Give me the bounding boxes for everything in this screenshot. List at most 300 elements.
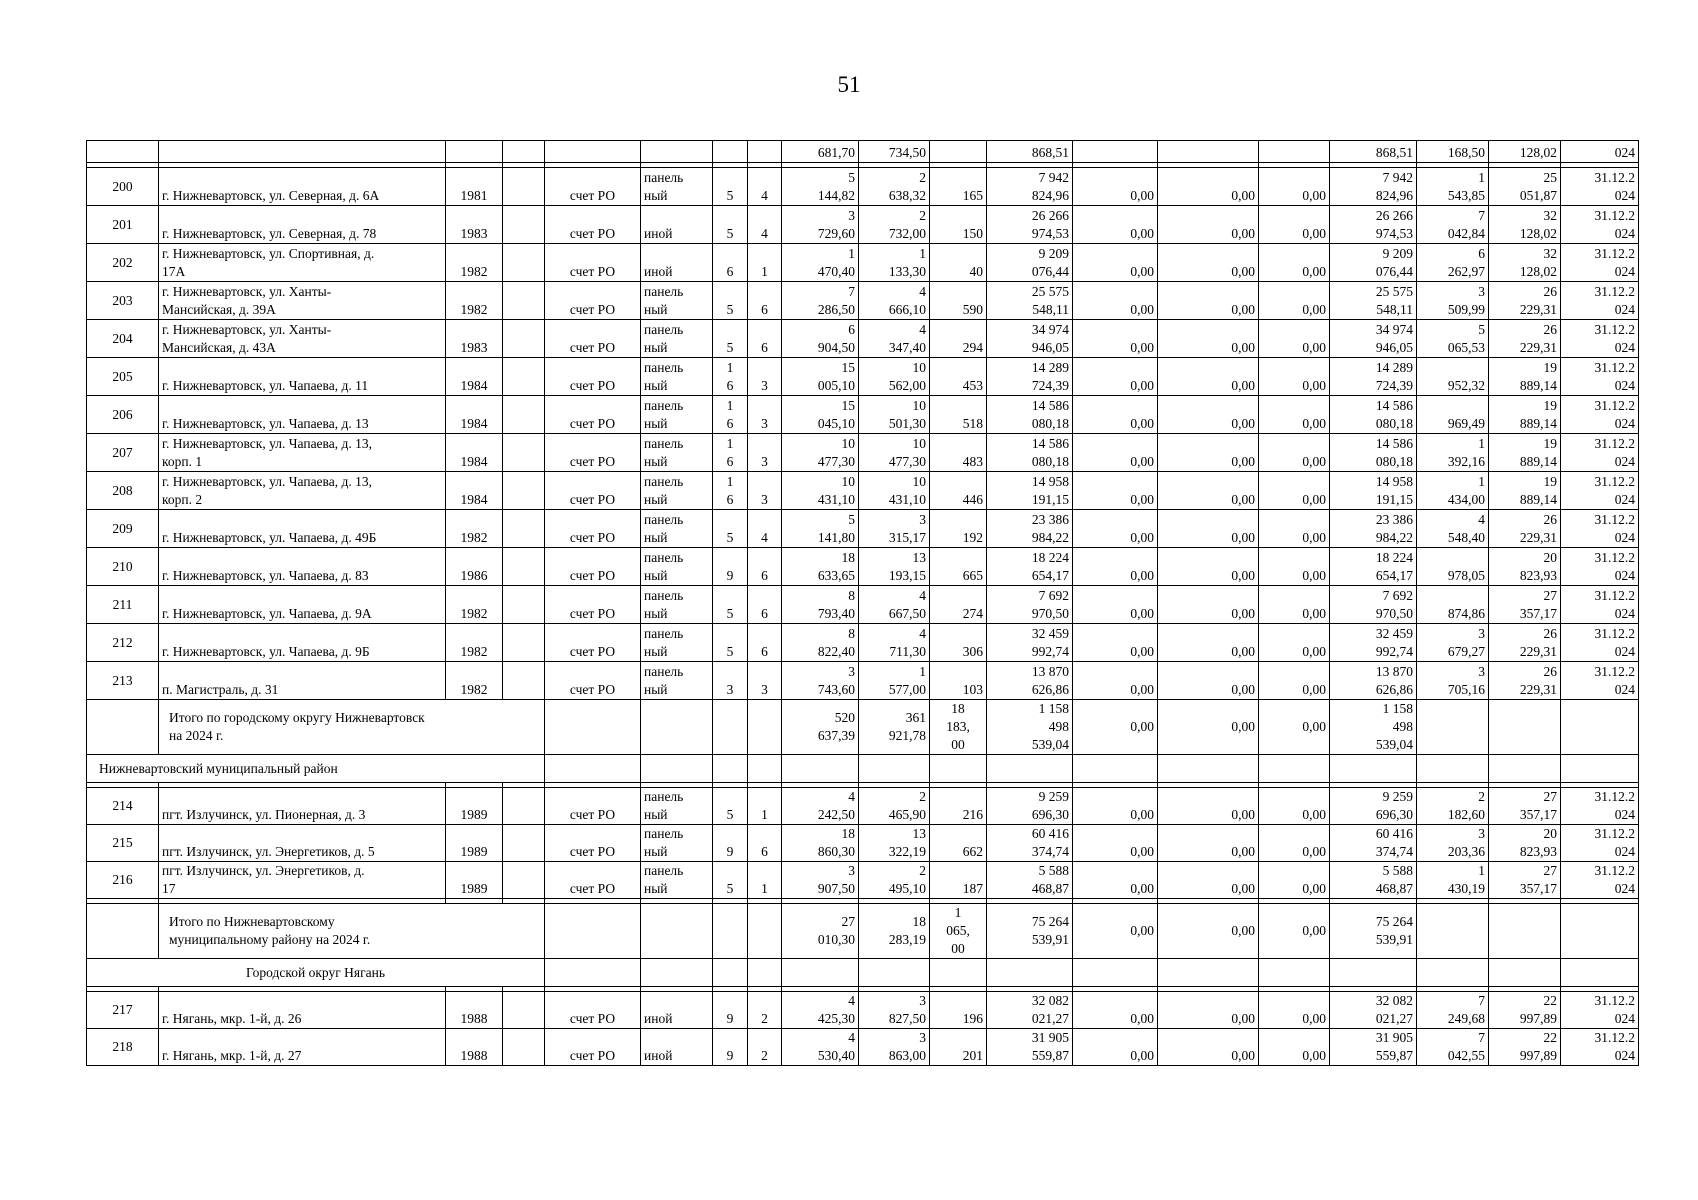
wall-material: панель ный [641,662,713,700]
total-label: Итого по Нижневартовскому муниципальному району на 2024 г. [159,904,545,959]
cost-per-sqm: 5 065,53 [1417,320,1489,358]
fund-cost-a: 0,00 [1073,358,1158,396]
total-area: 7 286,50 [782,282,859,320]
table-row [87,396,1639,434]
living-area: 10 477,30 [859,434,930,472]
completion-date: 31.12.2 024 [1561,586,1639,624]
floors: 1 6 [713,472,748,510]
blank-col [503,168,545,206]
funding-method: счет РО [545,586,641,624]
total-cost: 7 942 824,96 [987,168,1073,206]
owner-cost: 5 588 468,87 [1330,862,1417,899]
fund-cost-b: 0,00 [1158,396,1259,434]
funding-method: счет РО [545,244,641,282]
blank-col [503,992,545,1029]
address: г. Нягань, мкр. 1-й, д. 27 [159,1029,446,1066]
blank-col [503,320,545,358]
total-area: 4 530,40 [782,1029,859,1066]
empty-cell [859,755,930,783]
entrances: 2 [748,1029,782,1066]
row-number: 217 [87,992,159,1029]
total-area: 18 860,30 [782,825,859,862]
floors: 9 [713,992,748,1029]
floors: 3 [713,662,748,700]
completion-date: 31.12.2 024 [1561,548,1639,586]
total-value: 27 010,30 [782,904,859,959]
address: г. Нижневартовск, ул. Чапаева, д. 13, корп. 1 [159,434,446,472]
wall-material: иной [641,244,713,282]
year-built: 1983 [446,320,503,358]
owner-cost: 9 259 696,30 [1330,788,1417,825]
limit-per-sqm: 27 357,17 [1489,586,1561,624]
fund-cost-c: 0,00 [1259,662,1330,700]
wall-material: иной [641,206,713,244]
wall-material: панель ный [641,788,713,825]
fund-cost-b: 0,00 [1158,320,1259,358]
year-built: 1984 [446,472,503,510]
funding-method: счет РО [545,510,641,548]
address: г. Нижневартовск, ул. Ханты- Мансийская, д. 43А [159,320,446,358]
cost-per-sqm: 2 182,60 [1417,788,1489,825]
section-header-row [87,755,1639,783]
funding-method: счет РО [545,434,641,472]
table-row [87,206,1639,244]
floors: 5 [713,510,748,548]
total-value: 0,00 [1259,904,1330,959]
table-row [87,434,1639,472]
funding-method: счет РО [545,472,641,510]
row-number: 211 [87,586,159,624]
total-value: 520 637,39 [782,700,859,755]
floors: 1 6 [713,396,748,434]
residents: 590 [930,282,987,320]
cost-per-sqm: 168,50 [1417,141,1489,163]
total-cost: 25 575 548,11 [987,282,1073,320]
wall-material: панель ный [641,434,713,472]
cost-per-sqm: 1 392,16 [1417,434,1489,472]
living-area: 2 465,90 [859,788,930,825]
wall-material: панель ный [641,320,713,358]
total-area: 3 743,60 [782,662,859,700]
fund-cost-b: 0,00 [1158,992,1259,1029]
blank-col [503,1029,545,1066]
living-area: 2 495,10 [859,862,930,899]
fund-cost-b: 0,00 [1158,662,1259,700]
blank-col [503,586,545,624]
fund-cost-c: 0,00 [1259,206,1330,244]
address: п. Магистраль, д. 31 [159,662,446,700]
fund-cost-b: 0,00 [1158,244,1259,282]
table-row [87,862,1639,899]
year-built: 1989 [446,825,503,862]
table-row [87,825,1639,862]
living-area: 10 562,00 [859,358,930,396]
year-built: 1982 [446,624,503,662]
address: г. Нижневартовск, ул. Чапаева, д. 9Б [159,624,446,662]
residents: 196 [930,992,987,1029]
blank-col [503,396,545,434]
entrances: 6 [748,548,782,586]
funding-method: счет РО [545,624,641,662]
limit-per-sqm: 32 128,02 [1489,206,1561,244]
total-row [87,904,1639,959]
fund-cost-c: 0,00 [1259,862,1330,899]
residents: 665 [930,548,987,586]
wall-material: панель ный [641,168,713,206]
cost-per-sqm: 978,05 [1417,548,1489,586]
fund-cost-c [1259,141,1330,163]
total-cost: 31 905 559,87 [987,1029,1073,1066]
wall-material: панель ный [641,825,713,862]
capital-repair-table [86,140,1639,1066]
completion-date: 31.12.2 024 [1561,510,1639,548]
wall-material: панель ный [641,586,713,624]
living-area: 10 431,10 [859,472,930,510]
blank-col [503,788,545,825]
entrances: 3 [748,396,782,434]
completion-date: 31.12.2 024 [1561,992,1639,1029]
owner-cost: 7 692 970,50 [1330,586,1417,624]
completion-date: 31.12.2 024 [1561,206,1639,244]
address [159,141,446,163]
empty-cell [782,959,859,987]
empty-cell [1489,700,1561,755]
fund-cost-a: 0,00 [1073,510,1158,548]
fund-cost-b: 0,00 [1158,825,1259,862]
row-number: 215 [87,825,159,862]
total-area: 15 045,10 [782,396,859,434]
residents: 103 [930,662,987,700]
blank-col [503,141,545,163]
residents: 40 [930,244,987,282]
residents: 165 [930,168,987,206]
year-built: 1989 [446,788,503,825]
wall-material [641,141,713,163]
limit-per-sqm: 19 889,14 [1489,472,1561,510]
completion-date: 31.12.2 024 [1561,320,1639,358]
empty-cell [1073,755,1158,783]
cost-per-sqm: 3 705,16 [1417,662,1489,700]
empty-cell [748,904,782,959]
limit-per-sqm: 26 229,31 [1489,624,1561,662]
limit-per-sqm: 27 357,17 [1489,862,1561,899]
fund-cost-a: 0,00 [1073,548,1158,586]
empty-cell [1561,700,1639,755]
wall-material: панель ный [641,358,713,396]
section-title: Городской округ Нягань [87,959,545,987]
blank-col [503,244,545,282]
total-value: 18 283,19 [859,904,930,959]
floors: 5 [713,168,748,206]
table-row [87,548,1639,586]
limit-per-sqm: 22 997,89 [1489,1029,1561,1066]
blank-col [503,624,545,662]
row-number: 201 [87,206,159,244]
year-built: 1981 [446,168,503,206]
fund-cost-c: 0,00 [1259,624,1330,662]
empty-cell [748,755,782,783]
address: г. Нижневартовск, ул. Чапаева, д. 9А [159,586,446,624]
year-built: 1982 [446,282,503,320]
funding-method [545,141,641,163]
total-value: 0,00 [1158,904,1259,959]
owner-cost: 34 974 946,05 [1330,320,1417,358]
empty-cell [1561,959,1639,987]
empty-cell [713,904,748,959]
fund-cost-b: 0,00 [1158,548,1259,586]
total-value: 0,00 [1259,700,1330,755]
fund-cost-b: 0,00 [1158,624,1259,662]
living-area: 734,50 [859,141,930,163]
owner-cost: 23 386 984,22 [1330,510,1417,548]
fund-cost-a: 0,00 [1073,396,1158,434]
owner-cost: 7 942 824,96 [1330,168,1417,206]
empty-cell [1259,755,1330,783]
row-number: 204 [87,320,159,358]
total-cost: 34 974 946,05 [987,320,1073,358]
empty-cell [859,959,930,987]
blank-col [503,472,545,510]
total-value: 75 264 539,91 [987,904,1073,959]
year-built [446,141,503,163]
year-built: 1986 [446,548,503,586]
fund-cost-c: 0,00 [1259,320,1330,358]
owner-cost: 14 289 724,39 [1330,358,1417,396]
funding-method: счет РО [545,168,641,206]
address: г. Нижневартовск, ул. Спортивная, д. 17А [159,244,446,282]
residents: 201 [930,1029,987,1066]
total-value: 361 921,78 [859,700,930,755]
floors: 5 [713,320,748,358]
year-built: 1982 [446,244,503,282]
completion-date: 31.12.2 024 [1561,624,1639,662]
table-row [87,1029,1639,1066]
section-title: Нижневартовский муниципальный район [87,755,545,783]
blank-col [503,548,545,586]
empty-cell [1417,904,1489,959]
cost-per-sqm: 969,49 [1417,396,1489,434]
cost-per-sqm: 1 434,00 [1417,472,1489,510]
limit-per-sqm: 26 229,31 [1489,282,1561,320]
fund-cost-a: 0,00 [1073,992,1158,1029]
row-number [87,700,159,755]
total-cost: 5 588 468,87 [987,862,1073,899]
empty-cell [748,700,782,755]
year-built: 1988 [446,992,503,1029]
empty-cell [1158,755,1259,783]
fund-cost-b [1158,141,1259,163]
year-built: 1982 [446,510,503,548]
owner-cost: 14 958 191,15 [1330,472,1417,510]
completion-date: 31.12.2 024 [1561,358,1639,396]
table-row [87,472,1639,510]
limit-per-sqm: 32 128,02 [1489,244,1561,282]
entrances: 4 [748,510,782,548]
limit-per-sqm: 20 823,93 [1489,825,1561,862]
fund-cost-a: 0,00 [1073,434,1158,472]
wall-material: панель ный [641,548,713,586]
residents: 150 [930,206,987,244]
blank-col [503,206,545,244]
blank-col [503,862,545,899]
table-row [87,320,1639,358]
funding-method: счет РО [545,282,641,320]
funding-method: счет РО [545,862,641,899]
total-label: Итого по городскому округу Нижневартовск на 2024 г. [159,700,545,755]
funding-method: счет РО [545,992,641,1029]
row-number: 200 [87,168,159,206]
floors: 6 [713,244,748,282]
wall-material: панель ный [641,282,713,320]
owner-cost: 32 459 992,74 [1330,624,1417,662]
table-row [87,662,1639,700]
cost-per-sqm: 7 042,84 [1417,206,1489,244]
floors: 5 [713,586,748,624]
empty-cell [1330,755,1417,783]
limit-per-sqm: 20 823,93 [1489,548,1561,586]
year-built: 1982 [446,586,503,624]
row-number: 203 [87,282,159,320]
fund-cost-b: 0,00 [1158,586,1259,624]
fund-cost-a: 0,00 [1073,862,1158,899]
address: пгт. Излучинск, ул. Энергетиков, д. 5 [159,825,446,862]
total-area: 3 907,50 [782,862,859,899]
owner-cost: 26 266 974,53 [1330,206,1417,244]
funding-method: счет РО [545,1029,641,1066]
fund-cost-c: 0,00 [1259,992,1330,1029]
floors: 5 [713,206,748,244]
fund-cost-b: 0,00 [1158,206,1259,244]
fund-cost-c: 0,00 [1259,788,1330,825]
residents: 294 [930,320,987,358]
table-row [87,244,1639,282]
row-number: 214 [87,788,159,825]
completion-date: 31.12.2 024 [1561,862,1639,899]
completion-date: 31.12.2 024 [1561,825,1639,862]
empty-cell [1417,700,1489,755]
funding-method: счет РО [545,825,641,862]
limit-per-sqm: 26 229,31 [1489,320,1561,358]
living-area: 2 732,00 [859,206,930,244]
total-cost: 14 586 080,18 [987,396,1073,434]
table-row [87,510,1639,548]
address: г. Нижневартовск, ул. Северная, д. 78 [159,206,446,244]
empty-cell [1417,755,1489,783]
owner-cost: 18 224 654,17 [1330,548,1417,586]
row-number: 209 [87,510,159,548]
row-number: 210 [87,548,159,586]
living-area: 13 322,19 [859,825,930,862]
residents: 274 [930,586,987,624]
total-area: 1 470,40 [782,244,859,282]
total-area: 5 144,82 [782,168,859,206]
total-area: 6 904,50 [782,320,859,358]
year-built: 1989 [446,862,503,899]
total-area: 3 729,60 [782,206,859,244]
owner-cost: 13 870 626,86 [1330,662,1417,700]
completion-date: 024 [1561,141,1639,163]
row-number: 206 [87,396,159,434]
fund-cost-a: 0,00 [1073,320,1158,358]
entrances: 4 [748,206,782,244]
empty-cell [1417,959,1489,987]
floors: 9 [713,1029,748,1066]
fund-cost-a: 0,00 [1073,662,1158,700]
year-built: 1988 [446,1029,503,1066]
fund-cost-c: 0,00 [1259,1029,1330,1066]
living-area: 4 667,50 [859,586,930,624]
address: г. Нижневартовск, ул. Чапаева, д. 49Б [159,510,446,548]
entrances: 6 [748,586,782,624]
row-number [87,141,159,163]
row-number: 216 [87,862,159,899]
total-area: 15 005,10 [782,358,859,396]
page-number: 51 [837,72,861,97]
owner-cost: 868,51 [1330,141,1417,163]
blank-col [503,358,545,396]
empty-cell [713,959,748,987]
blank-col [503,282,545,320]
wall-material: панель ный [641,624,713,662]
total-area: 4 242,50 [782,788,859,825]
empty-cell [1158,959,1259,987]
owner-cost: 31 905 559,87 [1330,1029,1417,1066]
limit-per-sqm: 19 889,14 [1489,434,1561,472]
year-built: 1984 [446,396,503,434]
total-cost: 14 958 191,15 [987,472,1073,510]
limit-per-sqm: 25 051,87 [1489,168,1561,206]
total-cost: 7 692 970,50 [987,586,1073,624]
empty-cell [545,700,641,755]
address: г. Нягань, мкр. 1-й, д. 26 [159,992,446,1029]
empty-cell [713,700,748,755]
entrances: 6 [748,624,782,662]
table-row [87,788,1639,825]
fund-cost-c: 0,00 [1259,825,1330,862]
fund-cost-c: 0,00 [1259,396,1330,434]
row-number: 213 [87,662,159,700]
empty-cell [1073,959,1158,987]
address: г. Нижневартовск, ул. Чапаева, д. 83 [159,548,446,586]
fund-cost-c: 0,00 [1259,510,1330,548]
living-area: 2 638,32 [859,168,930,206]
empty-cell [641,700,713,755]
completion-date: 31.12.2 024 [1561,168,1639,206]
total-area: 10 431,10 [782,472,859,510]
wall-material: панель ный [641,396,713,434]
owner-cost: 60 416 374,74 [1330,825,1417,862]
fund-cost-b: 0,00 [1158,358,1259,396]
carryover-row [87,141,1639,163]
row-number [87,904,159,959]
fund-cost-a: 0,00 [1073,206,1158,244]
total-area: 681,70 [782,141,859,163]
entrances: 1 [748,244,782,282]
wall-material: панель ный [641,472,713,510]
owner-cost: 9 209 076,44 [1330,244,1417,282]
total-value: 18 183, 00 [930,700,987,755]
completion-date: 31.12.2 024 [1561,1029,1639,1066]
fund-cost-b: 0,00 [1158,510,1259,548]
total-value: 1 065, 00 [930,904,987,959]
total-value: 75 264 539,91 [1330,904,1417,959]
limit-per-sqm: 22 997,89 [1489,992,1561,1029]
completion-date: 31.12.2 024 [1561,662,1639,700]
cost-per-sqm: 874,86 [1417,586,1489,624]
empty-cell [1561,755,1639,783]
completion-date: 31.12.2 024 [1561,244,1639,282]
cost-per-sqm: 7 042,55 [1417,1029,1489,1066]
